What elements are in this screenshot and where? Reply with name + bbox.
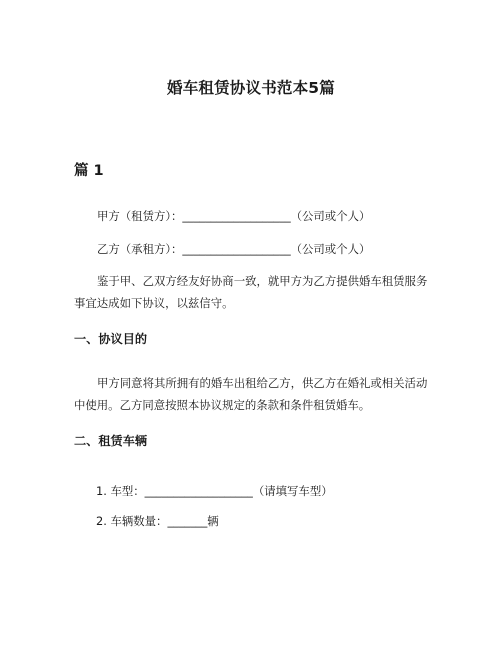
list-item-vehicle-count: 2. 车辆数量：_______辆 [96, 514, 219, 528]
clause-1-heading: 一、协议目的 [74, 332, 148, 346]
clause-1-text: 甲方同意将其所拥有的婚车出租给乙方，供乙方在婚礼或相关活动中使用。乙方同意按照本协议规定的条款和条件租赁婚车。 [74, 376, 428, 412]
intro-paragraph: 鉴于甲、乙双方经友好协商一致，就甲方为乙方提供婚车租赁服务事宜达成如下协议，以兹信守。 [74, 274, 428, 310]
document-title: 婚车租赁协议书范本5篇 [167, 79, 335, 97]
list-item-vehicle-type: 1. 车型：___________________（请填写车型） [96, 484, 333, 498]
clause-2-heading: 二、租赁车辆 [74, 434, 148, 448]
party-b-line: 乙方（承租方）：___________________（公司或个人） [97, 242, 371, 256]
section-title: 篇 1 [74, 163, 104, 179]
party-a-line: 甲方（租赁方）：___________________（公司或个人） [97, 209, 371, 223]
